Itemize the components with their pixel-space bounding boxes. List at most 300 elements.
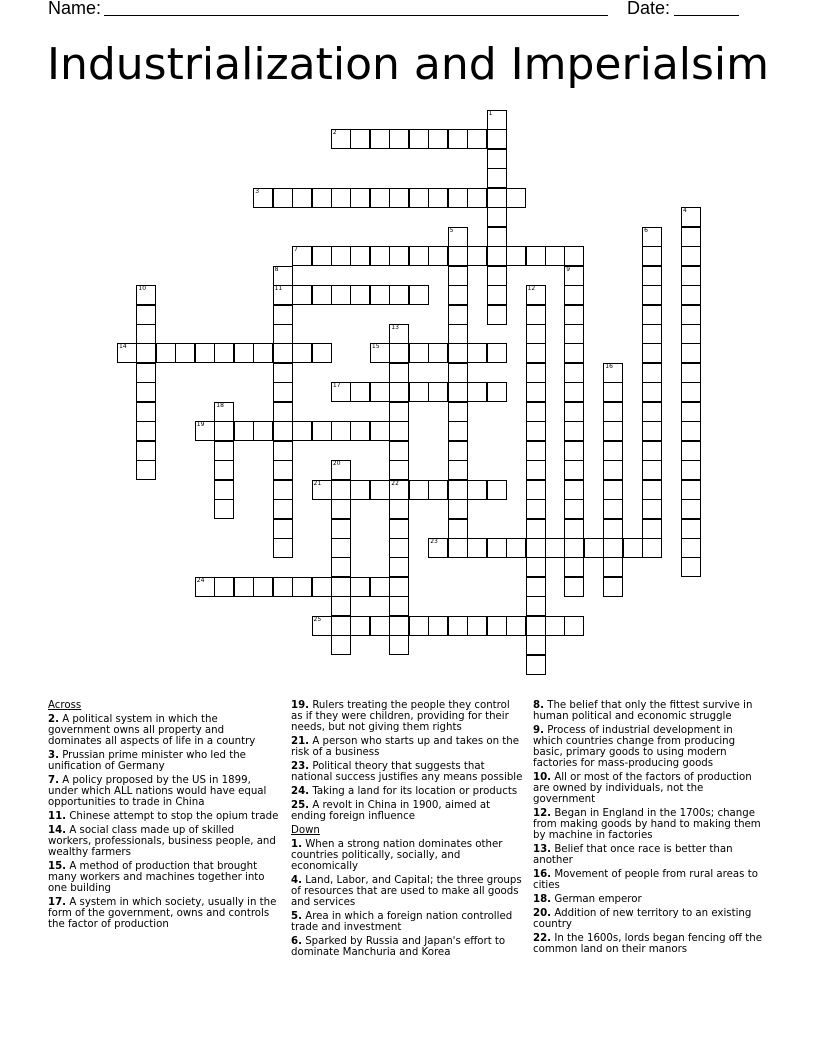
grid-cell[interactable] xyxy=(642,343,662,363)
grid-cell[interactable] xyxy=(214,480,234,500)
grid-cell[interactable] xyxy=(331,246,351,266)
grid-cell[interactable] xyxy=(428,246,448,266)
grid-cell[interactable] xyxy=(136,285,156,305)
clue-across-21: 21. A person who starts up and takes on the risk of a business xyxy=(291,736,520,758)
grid-cell[interactable] xyxy=(642,421,662,441)
clue-number: 19 xyxy=(196,421,205,429)
grid-cell[interactable] xyxy=(312,616,332,636)
grid-cell[interactable] xyxy=(467,616,487,636)
grid-cell[interactable] xyxy=(273,460,293,480)
grid-cell[interactable] xyxy=(448,538,468,558)
grid-cell[interactable] xyxy=(234,421,254,441)
grid-cell[interactable] xyxy=(642,519,662,539)
grid-cell[interactable] xyxy=(389,441,409,461)
grid-cell[interactable] xyxy=(195,577,215,597)
grid-cell[interactable] xyxy=(350,382,370,402)
grid-cell[interactable] xyxy=(448,188,468,208)
grid-cell[interactable] xyxy=(350,616,370,636)
grid-cell[interactable] xyxy=(292,421,312,441)
grid-cell[interactable] xyxy=(642,499,662,519)
grid-cell[interactable] xyxy=(389,363,409,383)
clue-number: 11 xyxy=(274,285,283,292)
grid-cell[interactable] xyxy=(389,519,409,539)
grid-cell[interactable] xyxy=(428,616,448,636)
grid-cell[interactable] xyxy=(448,305,468,325)
grid-cell[interactable] xyxy=(273,402,293,422)
grid-cell[interactable] xyxy=(292,285,312,305)
grid-cell[interactable] xyxy=(467,343,487,363)
grid-cell[interactable] xyxy=(526,402,546,422)
grid-cell[interactable] xyxy=(564,499,584,519)
grid-cell[interactable] xyxy=(526,343,546,363)
grid-cell[interactable] xyxy=(642,363,662,383)
grid-cell[interactable] xyxy=(331,538,351,558)
grid-cell[interactable] xyxy=(234,577,254,597)
grid-cell[interactable] xyxy=(467,188,487,208)
grid-cell[interactable] xyxy=(117,343,137,363)
grid-cell[interactable] xyxy=(681,499,701,519)
grid-cell[interactable] xyxy=(370,285,390,305)
grid-cell[interactable] xyxy=(584,538,604,558)
grid-cell[interactable] xyxy=(195,421,215,441)
grid-cell[interactable] xyxy=(564,305,584,325)
grid-cell[interactable] xyxy=(564,363,584,383)
grid-cell[interactable] xyxy=(506,188,526,208)
grid-cell[interactable] xyxy=(370,577,390,597)
grid-cell[interactable] xyxy=(136,460,156,480)
grid-cell[interactable] xyxy=(487,246,507,266)
grid-cell[interactable] xyxy=(681,207,701,227)
grid-cell[interactable] xyxy=(409,343,429,363)
grid-cell[interactable] xyxy=(312,285,332,305)
grid-cell[interactable] xyxy=(526,557,546,577)
grid-cell[interactable] xyxy=(681,519,701,539)
grid-cell[interactable] xyxy=(448,441,468,461)
grid-cell[interactable] xyxy=(448,402,468,422)
grid-cell[interactable] xyxy=(603,519,623,539)
grid-cell[interactable] xyxy=(136,305,156,325)
grid-cell[interactable] xyxy=(448,324,468,344)
grid-cell[interactable] xyxy=(331,129,351,149)
grid-cell[interactable] xyxy=(642,460,662,480)
grid-cell[interactable] xyxy=(448,227,468,247)
grid-cell[interactable] xyxy=(273,266,293,286)
grid-cell[interactable] xyxy=(312,480,332,500)
grid-cell[interactable] xyxy=(526,324,546,344)
grid-cell[interactable] xyxy=(273,480,293,500)
grid-cell[interactable] xyxy=(214,421,234,441)
clue-down-1: 1. When a strong nation dominates other countries politically, socially, and economically xyxy=(291,839,503,872)
clue-down-4: 4. Land, Labor, and Capital; the three groups of resources that are used to make all goods and services xyxy=(291,875,522,908)
grid-cell[interactable] xyxy=(136,382,156,402)
grid-cell[interactable] xyxy=(506,616,526,636)
grid-cell[interactable] xyxy=(370,480,390,500)
grid-cell[interactable] xyxy=(642,382,662,402)
grid-cell[interactable] xyxy=(273,382,293,402)
grid-cell[interactable] xyxy=(681,324,701,344)
grid-cell[interactable] xyxy=(681,343,701,363)
grid-cell[interactable] xyxy=(681,227,701,247)
grid-cell[interactable] xyxy=(603,480,623,500)
grid-cell[interactable] xyxy=(681,246,701,266)
grid-cell[interactable] xyxy=(350,188,370,208)
grid-cell[interactable] xyxy=(312,188,332,208)
grid-cell[interactable] xyxy=(526,499,546,519)
grid-cell[interactable] xyxy=(642,266,662,286)
grid-cell[interactable] xyxy=(526,305,546,325)
grid-cell[interactable] xyxy=(292,188,312,208)
grid-cell[interactable] xyxy=(136,441,156,461)
grid-cell[interactable] xyxy=(273,324,293,344)
grid-cell[interactable] xyxy=(428,343,448,363)
grid-cell[interactable] xyxy=(545,246,565,266)
grid-cell[interactable] xyxy=(273,363,293,383)
grid-cell[interactable] xyxy=(603,421,623,441)
grid-cell[interactable] xyxy=(448,616,468,636)
grid-cell[interactable] xyxy=(526,655,546,675)
grid-cell[interactable] xyxy=(545,616,565,636)
grid-cell[interactable] xyxy=(603,441,623,461)
clue-number: 15 xyxy=(371,343,380,351)
grid-cell[interactable] xyxy=(312,343,332,363)
grid-cell[interactable] xyxy=(526,635,546,655)
grid-cell[interactable] xyxy=(603,538,623,558)
grid-cell[interactable] xyxy=(389,557,409,577)
grid-cell[interactable] xyxy=(136,402,156,422)
grid-cell[interactable] xyxy=(331,596,351,616)
grid-cell[interactable] xyxy=(253,421,273,441)
grid-cell[interactable] xyxy=(273,343,293,363)
grid-cell[interactable] xyxy=(409,129,429,149)
grid-cell[interactable] xyxy=(526,616,546,636)
grid-cell[interactable] xyxy=(370,343,390,363)
grid-cell[interactable] xyxy=(331,285,351,305)
grid-cell[interactable] xyxy=(487,285,507,305)
grid-cell[interactable] xyxy=(136,363,156,383)
grid-cell[interactable] xyxy=(331,635,351,655)
grid-cell[interactable] xyxy=(564,460,584,480)
grid-cell[interactable] xyxy=(331,577,351,597)
grid-cell[interactable] xyxy=(350,480,370,500)
clue-across-14: 14. A social class made up of skilled workers, professionals, business people, and wealthy farmers xyxy=(48,825,276,858)
grid-cell[interactable] xyxy=(156,343,176,363)
grid-cell[interactable] xyxy=(642,246,662,266)
grid-cell[interactable] xyxy=(350,246,370,266)
grid-cell[interactable] xyxy=(370,188,390,208)
grid-cell[interactable] xyxy=(681,285,701,305)
grid-cell[interactable] xyxy=(273,538,293,558)
grid-cell[interactable] xyxy=(681,382,701,402)
grid-cell[interactable] xyxy=(564,538,584,558)
grid-cell[interactable] xyxy=(214,460,234,480)
grid-cell[interactable] xyxy=(448,382,468,402)
grid-cell[interactable] xyxy=(487,168,507,188)
grid-cell[interactable] xyxy=(603,499,623,519)
grid-cell[interactable] xyxy=(545,538,565,558)
grid-cell[interactable] xyxy=(234,343,254,363)
grid-cell[interactable] xyxy=(389,129,409,149)
grid-cell[interactable] xyxy=(642,402,662,422)
grid-cell[interactable] xyxy=(448,480,468,500)
grid-cell[interactable] xyxy=(448,343,468,363)
clue-number: 1 xyxy=(488,110,493,117)
grid-cell[interactable] xyxy=(467,382,487,402)
grid-cell[interactable] xyxy=(312,577,332,597)
grid-cell[interactable] xyxy=(448,129,468,149)
grid-cell[interactable] xyxy=(409,246,429,266)
grid-cell[interactable] xyxy=(370,616,390,636)
grid-cell[interactable] xyxy=(389,596,409,616)
grid-cell[interactable] xyxy=(331,460,351,480)
grid-cell[interactable] xyxy=(642,227,662,247)
grid-cell[interactable] xyxy=(487,227,507,247)
grid-cell[interactable] xyxy=(526,246,546,266)
grid-cell[interactable] xyxy=(428,538,448,558)
grid-cell[interactable] xyxy=(428,480,448,500)
grid-cell[interactable] xyxy=(564,246,584,266)
clue-across-17: 17. A system in which society, usually in the form of the government, owns and controls the factor of production xyxy=(48,897,277,930)
grid-cell[interactable] xyxy=(681,557,701,577)
grid-cell[interactable] xyxy=(389,499,409,519)
grid-cell[interactable] xyxy=(526,480,546,500)
grid-cell[interactable] xyxy=(448,519,468,539)
grid-cell[interactable] xyxy=(526,519,546,539)
grid-cell[interactable] xyxy=(389,616,409,636)
grid-cell[interactable] xyxy=(642,538,662,558)
grid-cell[interactable] xyxy=(526,382,546,402)
grid-cell[interactable] xyxy=(448,266,468,286)
grid-cell[interactable] xyxy=(564,421,584,441)
grid-cell[interactable] xyxy=(350,577,370,597)
grid-cell[interactable] xyxy=(273,305,293,325)
grid-cell[interactable] xyxy=(487,266,507,286)
grid-cell[interactable] xyxy=(273,441,293,461)
grid-cell[interactable] xyxy=(526,421,546,441)
grid-cell[interactable] xyxy=(603,557,623,577)
grid-cell[interactable] xyxy=(642,285,662,305)
grid-cell[interactable] xyxy=(526,363,546,383)
grid-cell[interactable] xyxy=(681,421,701,441)
grid-cell[interactable] xyxy=(564,402,584,422)
grid-cell[interactable] xyxy=(564,441,584,461)
grid-cell[interactable] xyxy=(273,285,293,305)
grid-cell[interactable] xyxy=(448,499,468,519)
clue-number: 12 xyxy=(527,285,536,292)
grid-cell[interactable] xyxy=(389,246,409,266)
grid-cell[interactable] xyxy=(389,285,409,305)
grid-cell[interactable] xyxy=(273,499,293,519)
grid-cell[interactable] xyxy=(370,246,390,266)
grid-cell[interactable] xyxy=(603,402,623,422)
clue-number: 22 xyxy=(391,479,399,487)
grid-cell[interactable] xyxy=(564,519,584,539)
clue-number: 18 xyxy=(216,401,224,409)
clue-across-23: 23. Political theory that suggests that national success justifies any means possible xyxy=(291,761,523,783)
grid-cell[interactable] xyxy=(564,382,584,402)
grid-cell[interactable] xyxy=(467,480,487,500)
grid-cell[interactable] xyxy=(350,129,370,149)
grid-cell[interactable] xyxy=(642,324,662,344)
grid-cell[interactable] xyxy=(175,343,195,363)
grid-cell[interactable] xyxy=(331,480,351,500)
grid-cell[interactable] xyxy=(389,480,409,500)
grid-cell[interactable] xyxy=(389,460,409,480)
grid-cell[interactable] xyxy=(428,382,448,402)
grid-cell[interactable] xyxy=(273,519,293,539)
grid-cell[interactable] xyxy=(370,382,390,402)
grid-cell[interactable] xyxy=(273,188,293,208)
grid-cell[interactable] xyxy=(506,246,526,266)
grid-cell[interactable] xyxy=(526,285,546,305)
grid-cell[interactable] xyxy=(487,382,507,402)
grid-cell[interactable] xyxy=(253,188,273,208)
grid-cell[interactable] xyxy=(389,538,409,558)
grid-cell[interactable] xyxy=(409,188,429,208)
grid-cell[interactable] xyxy=(448,460,468,480)
grid-cell[interactable] xyxy=(195,343,215,363)
grid-cell[interactable] xyxy=(214,343,234,363)
grid-cell[interactable] xyxy=(681,363,701,383)
grid-cell[interactable] xyxy=(487,343,507,363)
grid-cell[interactable] xyxy=(642,480,662,500)
grid-cell[interactable] xyxy=(526,460,546,480)
grid-cell[interactable] xyxy=(487,480,507,500)
grid-cell[interactable] xyxy=(564,343,584,363)
grid-cell[interactable] xyxy=(331,616,351,636)
grid-cell[interactable] xyxy=(214,441,234,461)
grid-cell[interactable] xyxy=(331,382,351,402)
grid-cell[interactable] xyxy=(331,557,351,577)
grid-cell[interactable] xyxy=(214,499,234,519)
grid-cell[interactable] xyxy=(370,129,390,149)
grid-cell[interactable] xyxy=(487,110,507,130)
grid-cell[interactable] xyxy=(487,305,507,325)
grid-cell[interactable] xyxy=(409,616,429,636)
grid-cell[interactable] xyxy=(681,538,701,558)
clue-number: 4 xyxy=(683,207,687,215)
grid-cell[interactable] xyxy=(448,421,468,441)
clue-down-8: 8. The belief that only the fittest survive in human political and economic struggle xyxy=(533,700,753,722)
grid-cell[interactable] xyxy=(448,246,468,266)
grid-cell[interactable] xyxy=(389,635,409,655)
grid-cell[interactable] xyxy=(389,324,409,344)
grid-cell[interactable] xyxy=(603,460,623,480)
grid-cell[interactable] xyxy=(409,285,429,305)
grid-cell[interactable] xyxy=(136,324,156,344)
grid-cell[interactable] xyxy=(487,149,507,169)
grid-cell[interactable] xyxy=(487,207,507,227)
grid-cell[interactable] xyxy=(603,577,623,597)
clue-across-25: 25. A revolt in China in 1900, aimed at ending foreign influence xyxy=(291,800,491,822)
grid-cell[interactable] xyxy=(681,305,701,325)
grid-cell[interactable] xyxy=(136,421,156,441)
grid-cell[interactable] xyxy=(389,577,409,597)
grid-cell[interactable] xyxy=(564,616,584,636)
grid-cell[interactable] xyxy=(389,382,409,402)
grid-cell[interactable] xyxy=(506,538,526,558)
grid-cell[interactable] xyxy=(214,577,234,597)
grid-cell[interactable] xyxy=(273,421,293,441)
grid-cell[interactable] xyxy=(389,421,409,441)
grid-cell[interactable] xyxy=(253,577,273,597)
grid-cell[interactable] xyxy=(292,577,312,597)
grid-cell[interactable] xyxy=(389,343,409,363)
grid-cell[interactable] xyxy=(564,324,584,344)
grid-cell[interactable] xyxy=(681,402,701,422)
clue-down-10: 10. All or most of the factors of production are owned by individuals, not the government xyxy=(533,772,752,805)
grid-cell[interactable] xyxy=(603,363,623,383)
grid-cell[interactable] xyxy=(623,538,643,558)
grid-cell[interactable] xyxy=(409,480,429,500)
grid-cell[interactable] xyxy=(331,188,351,208)
grid-cell[interactable] xyxy=(681,460,701,480)
grid-cell[interactable] xyxy=(564,285,584,305)
grid-cell[interactable] xyxy=(564,577,584,597)
grid-cell[interactable] xyxy=(253,343,273,363)
grid-cell[interactable] xyxy=(564,266,584,286)
grid-cell[interactable] xyxy=(603,382,623,402)
clue-across-7: 7. A policy proposed by the US in 1899, under which ALL nations would have equal opportunities to trade in China xyxy=(48,775,267,808)
grid-cell[interactable] xyxy=(214,402,234,422)
grid-cell[interactable] xyxy=(487,538,507,558)
grid-cell[interactable] xyxy=(467,538,487,558)
clue-number: 20 xyxy=(332,460,341,468)
grid-cell[interactable] xyxy=(526,441,546,461)
grid-cell[interactable] xyxy=(467,246,487,266)
grid-cell[interactable] xyxy=(428,129,448,149)
grid-cell[interactable] xyxy=(331,499,351,519)
grid-cell[interactable] xyxy=(350,285,370,305)
grid-cell[interactable] xyxy=(487,129,507,149)
grid-cell[interactable] xyxy=(642,441,662,461)
grid-cell[interactable] xyxy=(370,421,390,441)
grid-cell[interactable] xyxy=(526,577,546,597)
grid-cell[interactable] xyxy=(428,188,448,208)
clue-number: 3 xyxy=(255,187,260,195)
grid-cell[interactable] xyxy=(292,343,312,363)
grid-cell[interactable] xyxy=(487,616,507,636)
grid-cell[interactable] xyxy=(389,402,409,422)
clue-number: 7 xyxy=(294,246,298,254)
grid-cell[interactable] xyxy=(681,266,701,286)
across-heading: Across xyxy=(48,700,82,711)
grid-cell[interactable] xyxy=(448,285,468,305)
grid-cell[interactable] xyxy=(409,382,429,402)
grid-cell[interactable] xyxy=(642,305,662,325)
grid-cell[interactable] xyxy=(136,343,156,363)
grid-cell[interactable] xyxy=(312,246,332,266)
grid-cell[interactable] xyxy=(292,246,312,266)
grid-cell[interactable] xyxy=(331,519,351,539)
grid-cell[interactable] xyxy=(681,480,701,500)
clue-number: 5 xyxy=(449,226,454,234)
grid-cell[interactable] xyxy=(487,188,507,208)
grid-cell[interactable] xyxy=(273,577,293,597)
grid-cell[interactable] xyxy=(350,421,370,441)
clue-down-20: 20. Addition of new territory to an existing country xyxy=(533,908,752,930)
grid-cell[interactable] xyxy=(526,596,546,616)
grid-cell[interactable] xyxy=(526,538,546,558)
grid-cell[interactable] xyxy=(564,557,584,577)
grid-cell[interactable] xyxy=(681,441,701,461)
grid-cell[interactable] xyxy=(389,188,409,208)
grid-cell[interactable] xyxy=(564,480,584,500)
grid-cell[interactable] xyxy=(312,421,332,441)
clue-number: 14 xyxy=(119,343,127,351)
grid-cell[interactable] xyxy=(331,421,351,441)
grid-cell[interactable] xyxy=(448,363,468,383)
grid-cell[interactable] xyxy=(467,129,487,149)
